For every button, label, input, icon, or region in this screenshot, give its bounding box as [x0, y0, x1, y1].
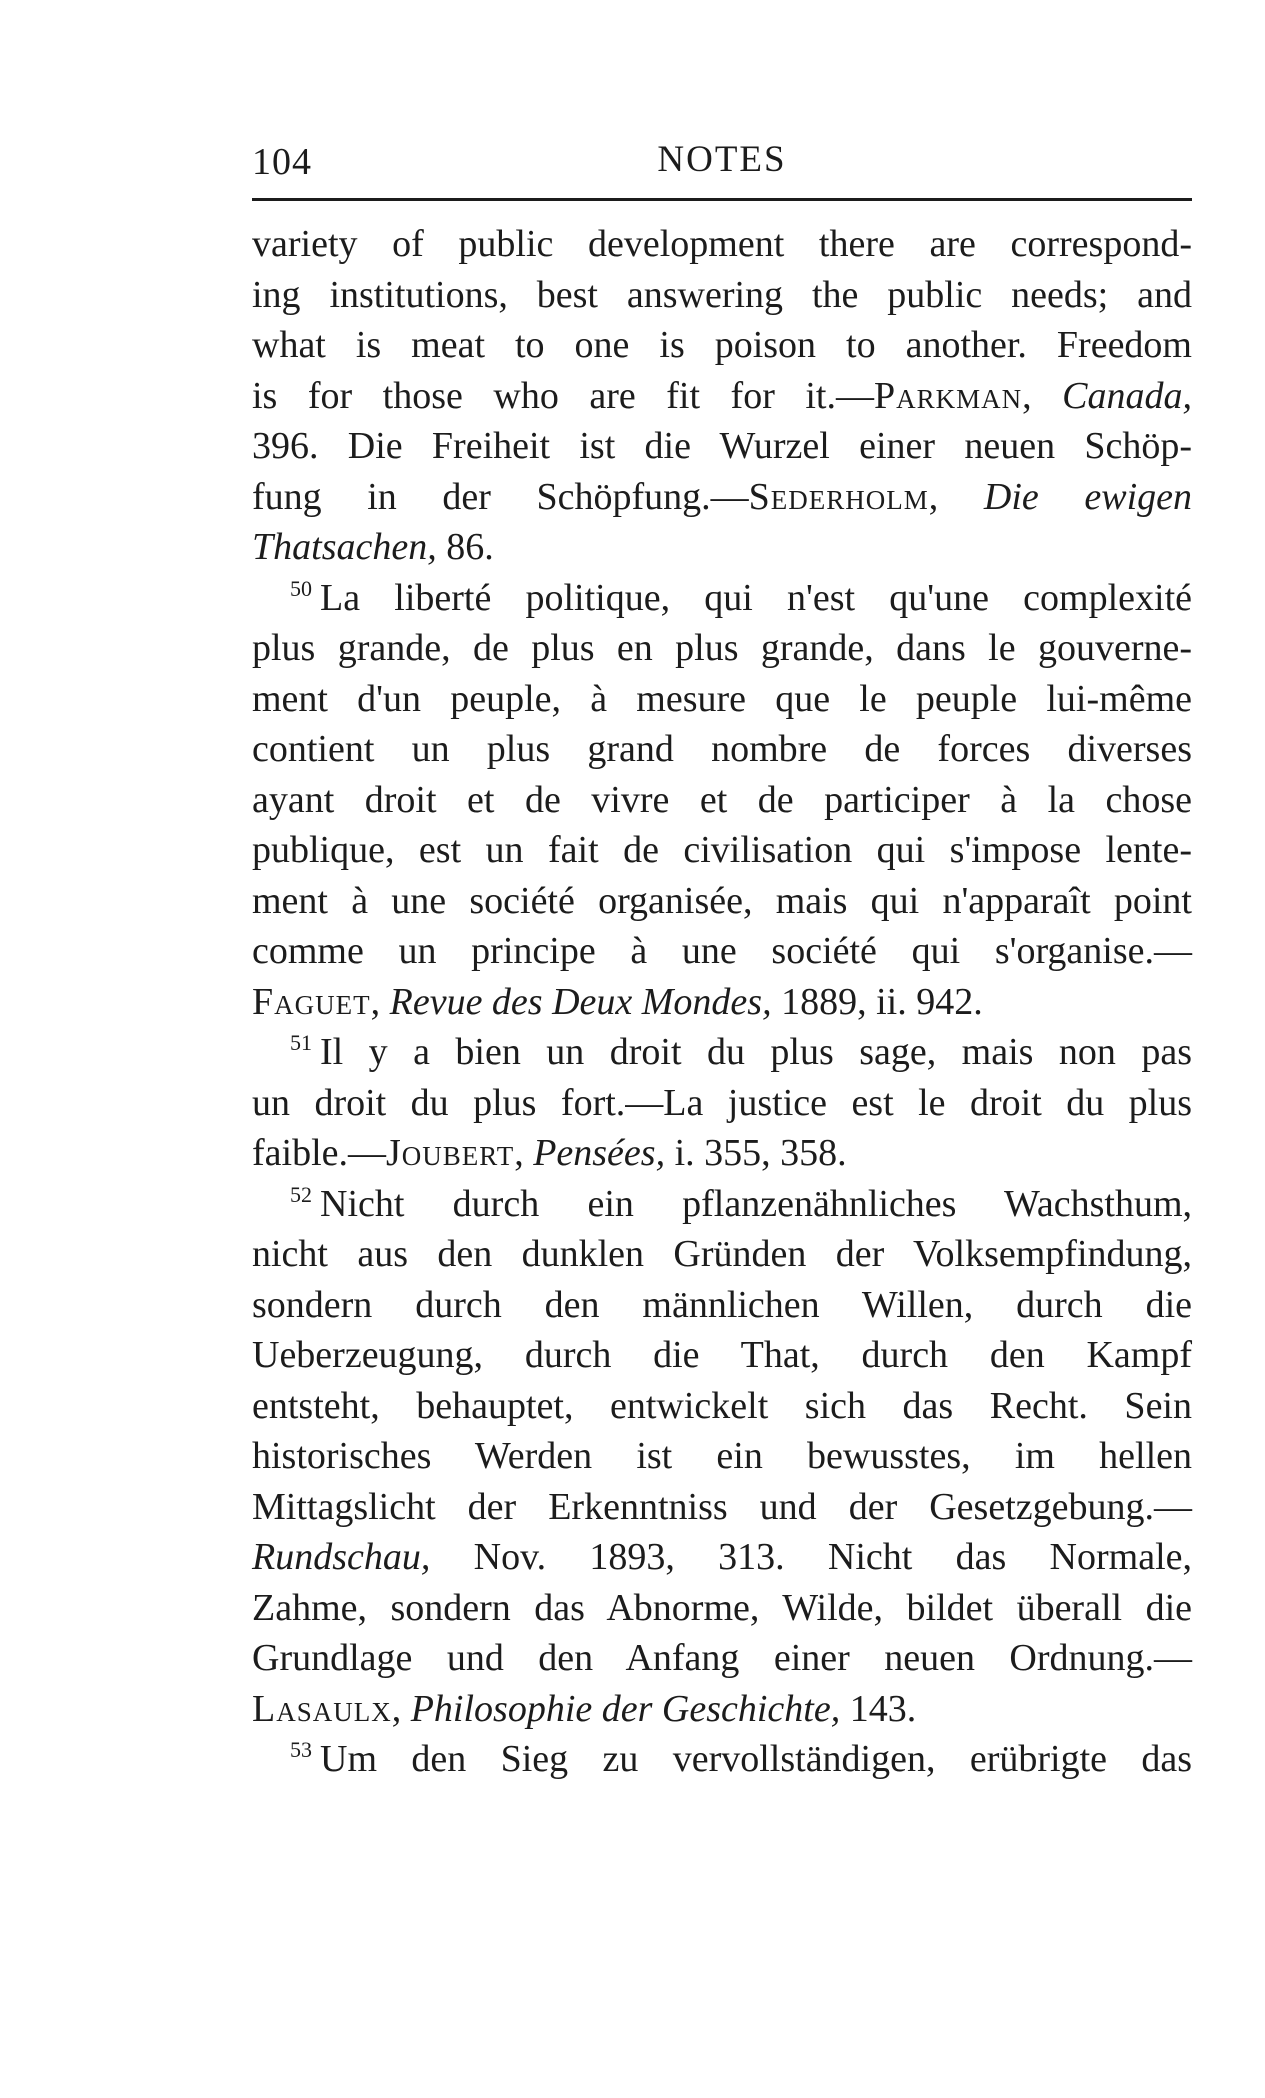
text-line: Zahme, sondern das Abnorme, Wilde, bildet überall die: [252, 1586, 1192, 1629]
text-segment: Um den Sieg zu vervollständigen, erübrigte das: [320, 1738, 1192, 1780]
page-number: 104: [252, 141, 312, 183]
footnote-52-start: [252, 1179, 1192, 1230]
text-line: publique, est un fait de civilisation qui s'impose lente-: [252, 829, 1192, 871]
text-line: ayant droit et de vivre et de participer à la chose: [252, 778, 1192, 821]
text-line: nicht aus den dunklen Gründen der Volksempfindung,: [252, 1233, 1192, 1275]
text-segment: ,: [370, 980, 390, 1023]
footnote-53-start: [252, 1734, 1192, 1785]
text-line: ment à une société organisée, mais qui n'apparaît point: [252, 879, 1192, 922]
author-name: Sederholm: [748, 475, 929, 518]
text-line: [252, 522, 1192, 573]
text-segment: Nov. 1893, 313. Nicht das Normale,: [430, 1536, 1192, 1578]
text-line: contient un plus grand nombre de forces diverses: [252, 728, 1192, 770]
text-line: variety of public development there are correspond-: [252, 223, 1192, 265]
text-line: Ueberzeugung, durch die That, durch den Kampf: [252, 1334, 1192, 1376]
text-segment: 1889, ii. 942.: [771, 980, 983, 1023]
text-line: [252, 472, 1192, 523]
author-name: Joubert: [386, 1132, 515, 1174]
book-page: [252, 128, 1192, 1785]
text-segment: i. 355, 358.: [665, 1132, 847, 1174]
work-title: Rundschau,: [252, 1536, 431, 1578]
running-head: NOTES: [657, 139, 787, 180]
footnote-51-start: [252, 1027, 1192, 1078]
text-line: comme un principe à une société qui s'organise.—: [252, 930, 1192, 972]
header-rule: [252, 198, 1192, 201]
footnote-50-start: [252, 573, 1192, 624]
footnote-number: 53: [290, 1737, 312, 1762]
text-segment: fung in der Schöpfung.—: [252, 475, 749, 518]
text-line: Grundlage und den Anfang einer neuen Ordnung.—: [252, 1637, 1192, 1679]
author-name: Faguet: [252, 980, 371, 1023]
text-segment: Nicht durch ein pflanzenähnliches Wachsthum,: [320, 1182, 1192, 1225]
footnote-number: 52: [290, 1181, 312, 1207]
text-line: [252, 977, 1192, 1028]
text-segment: Il y a bien un droit du plus sage, mais non pas: [320, 1031, 1192, 1073]
work-title: Canada,: [1062, 374, 1193, 417]
text-line: ment d'un peuple, à mesure que le peuple lui-même: [252, 677, 1192, 720]
text-line: entsteht, behauptet, entwickelt sich das Recht. Sein: [252, 1384, 1192, 1427]
text-segment: 86.: [436, 526, 494, 568]
text-line: plus grande, de plus en plus grande, dans le gouverne-: [252, 627, 1192, 669]
text-line: historisches Werden ist ein bewusstes, im hellen: [252, 1435, 1192, 1477]
text-line: [252, 1684, 1192, 1735]
work-title: Philosophie der Geschichte,: [410, 1687, 841, 1730]
text-line: sondern durch den männlichen Willen, durch die: [252, 1283, 1192, 1326]
text-line: un droit du plus fort.—La justice est le droit du plus: [252, 1081, 1192, 1124]
text-line: what is meat to one is poison to another. Freedom: [252, 324, 1192, 366]
text-segment: ,: [514, 1132, 534, 1174]
text-line: [252, 1532, 1192, 1583]
text-segment: ,: [391, 1687, 411, 1730]
text-segment: La liberté politique, qui n'est qu'une complexité: [320, 576, 1192, 619]
footnote-number: 50: [290, 575, 312, 601]
notes-body: [252, 219, 1192, 1785]
author-name: Parkman: [873, 374, 1023, 417]
text-line: ing institutions, best answering the public needs; and: [252, 273, 1192, 316]
text-segment: ,: [928, 475, 984, 518]
author-name: Lasaulx: [252, 1687, 392, 1730]
text-line: 396. Die Freiheit ist die Wurzel einer neuen Schöp-: [252, 425, 1192, 467]
footnote-number: 51: [290, 1030, 312, 1055]
work-title: Die ewigen: [983, 475, 1192, 518]
page-header: [252, 128, 1192, 198]
text-line: [252, 371, 1192, 422]
work-title: Revue des Deux Mondes,: [389, 980, 772, 1023]
text-segment: ,: [1022, 374, 1063, 417]
text-segment: 143.: [840, 1687, 917, 1730]
work-title: Pensées,: [533, 1132, 666, 1174]
text-line: Mittagslicht der Erkenntniss und der Gesetzgebung.—: [252, 1485, 1192, 1528]
work-title: Thatsachen,: [252, 526, 437, 568]
text-line: [252, 1128, 1192, 1179]
text-segment: faible.—: [252, 1132, 387, 1174]
text-segment: is for those who are fit for it.—: [252, 374, 874, 417]
